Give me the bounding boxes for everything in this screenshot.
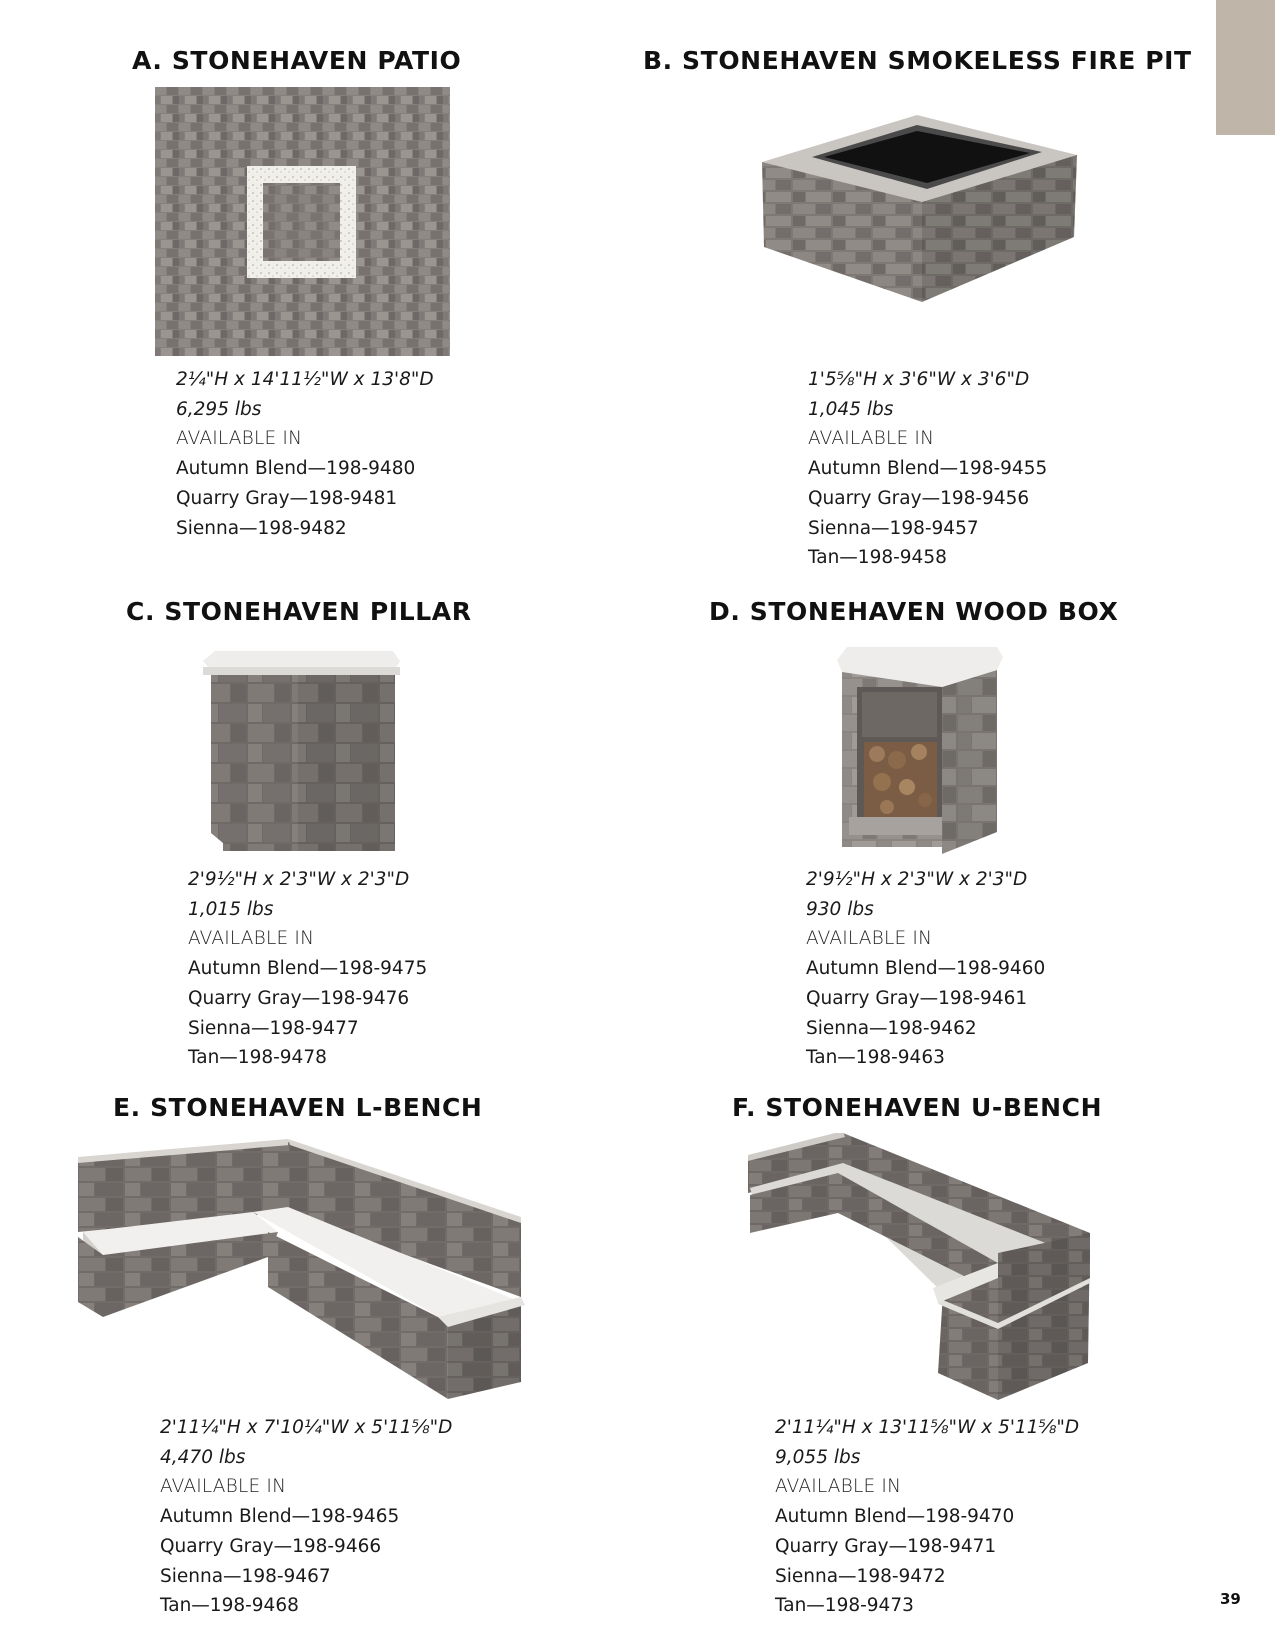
color-option: Tan—198-9468: [160, 1595, 299, 1617]
color-option: Autumn Blend—198-9470: [775, 1506, 1015, 1528]
color-option: Tan—198-9473: [775, 1595, 914, 1617]
color-option: Tan—198-9478: [188, 1047, 327, 1069]
color-option: Quarry Gray—198-9456: [808, 487, 1030, 509]
page-number: 39: [1220, 1590, 1241, 1608]
dimensions: 2'11¼"H x 7'10¼"W x 5'11⅝"D: [160, 1417, 453, 1438]
color-option: Autumn Blend—198-9455: [808, 458, 1048, 480]
wood-box-illustration: [837, 642, 1003, 854]
product-title-patio: A. STONEHAVEN PATIO: [132, 46, 462, 75]
pillar-illustration: [203, 643, 400, 855]
available-label: AVAILABLE IN: [775, 1476, 902, 1498]
pillar-image: [203, 643, 400, 855]
available-label: AVAILABLE IN: [808, 428, 935, 450]
section-tab: [1216, 0, 1275, 135]
dimensions: 2'9½"H x 2'3"W x 2'3"D: [806, 869, 1028, 890]
color-option: Tan—198-9458: [808, 547, 947, 569]
dimensions: 1'5⅝"H x 3'6"W x 3'6"D: [808, 369, 1030, 390]
color-option: Sienna—198-9477: [188, 1017, 359, 1039]
specs-l-bench: [160, 1413, 452, 1621]
specs-pillar: [188, 865, 427, 1073]
weight: 1,015 lbs: [188, 898, 274, 920]
specs-fire-pit: [808, 365, 1047, 573]
u-bench-illustration: [748, 1133, 1090, 1400]
wood-box-image: [837, 642, 1003, 854]
color-option: Quarry Gray—198-9471: [775, 1535, 997, 1557]
color-option: Autumn Blend—198-9460: [806, 958, 1046, 980]
color-option: Sienna—198-9472: [775, 1565, 946, 1587]
color-option: Quarry Gray—198-9466: [160, 1535, 382, 1557]
specs-u-bench: [775, 1413, 1079, 1621]
u-bench-image: [748, 1133, 1090, 1400]
dimensions: 2'11¼"H x 13'11⅝"W x 5'11⅝"D: [775, 1417, 1080, 1438]
available-label: AVAILABLE IN: [176, 428, 303, 450]
color-option: Quarry Gray—198-9481: [176, 487, 398, 509]
weight: 4,470 lbs: [160, 1446, 246, 1468]
product-title-wood-box: D. STONEHAVEN WOOD BOX: [709, 597, 1119, 626]
specs-patio: [176, 365, 434, 543]
color-option: Quarry Gray—198-9476: [188, 987, 410, 1009]
specs-wood-box: [806, 865, 1045, 1073]
color-option: Autumn Blend—198-9480: [176, 458, 416, 480]
available-label: AVAILABLE IN: [160, 1476, 287, 1498]
product-title-pillar: C. STONEHAVEN PILLAR: [126, 597, 472, 626]
l-bench-illustration: [78, 1137, 525, 1399]
color-option: Quarry Gray—198-9461: [806, 987, 1028, 1009]
product-title-l-bench: E. STONEHAVEN L-BENCH: [113, 1093, 483, 1122]
fire-pit-illustration: [752, 107, 1085, 302]
color-option: Autumn Blend—198-9465: [160, 1506, 400, 1528]
patio-illustration: [155, 87, 450, 356]
weight: 1,045 lbs: [808, 398, 894, 420]
available-label: AVAILABLE IN: [806, 928, 933, 950]
color-option: Autumn Blend—198-9475: [188, 958, 428, 980]
weight: 9,055 lbs: [775, 1446, 861, 1468]
color-option: Sienna—198-9462: [806, 1017, 977, 1039]
dimensions: 2¼"H x 14'11½"W x 13'8"D: [176, 369, 434, 390]
color-option: Sienna—198-9467: [160, 1565, 331, 1587]
available-label: AVAILABLE IN: [188, 928, 315, 950]
weight: 930 lbs: [806, 898, 874, 920]
color-option: Tan—198-9463: [806, 1047, 945, 1069]
product-title-u-bench: F. STONEHAVEN U-BENCH: [732, 1093, 1103, 1122]
product-title-fire-pit: B. STONEHAVEN SMOKELESS FIRE PIT: [643, 46, 1192, 75]
l-bench-image: [78, 1137, 525, 1399]
weight: 6,295 lbs: [176, 398, 262, 420]
patio-image: [155, 87, 450, 356]
fire-pit-image: [752, 107, 1085, 302]
dimensions: 2'9½"H x 2'3"W x 2'3"D: [188, 869, 410, 890]
color-option: Sienna—198-9457: [808, 517, 979, 539]
color-option: Sienna—198-9482: [176, 517, 347, 539]
